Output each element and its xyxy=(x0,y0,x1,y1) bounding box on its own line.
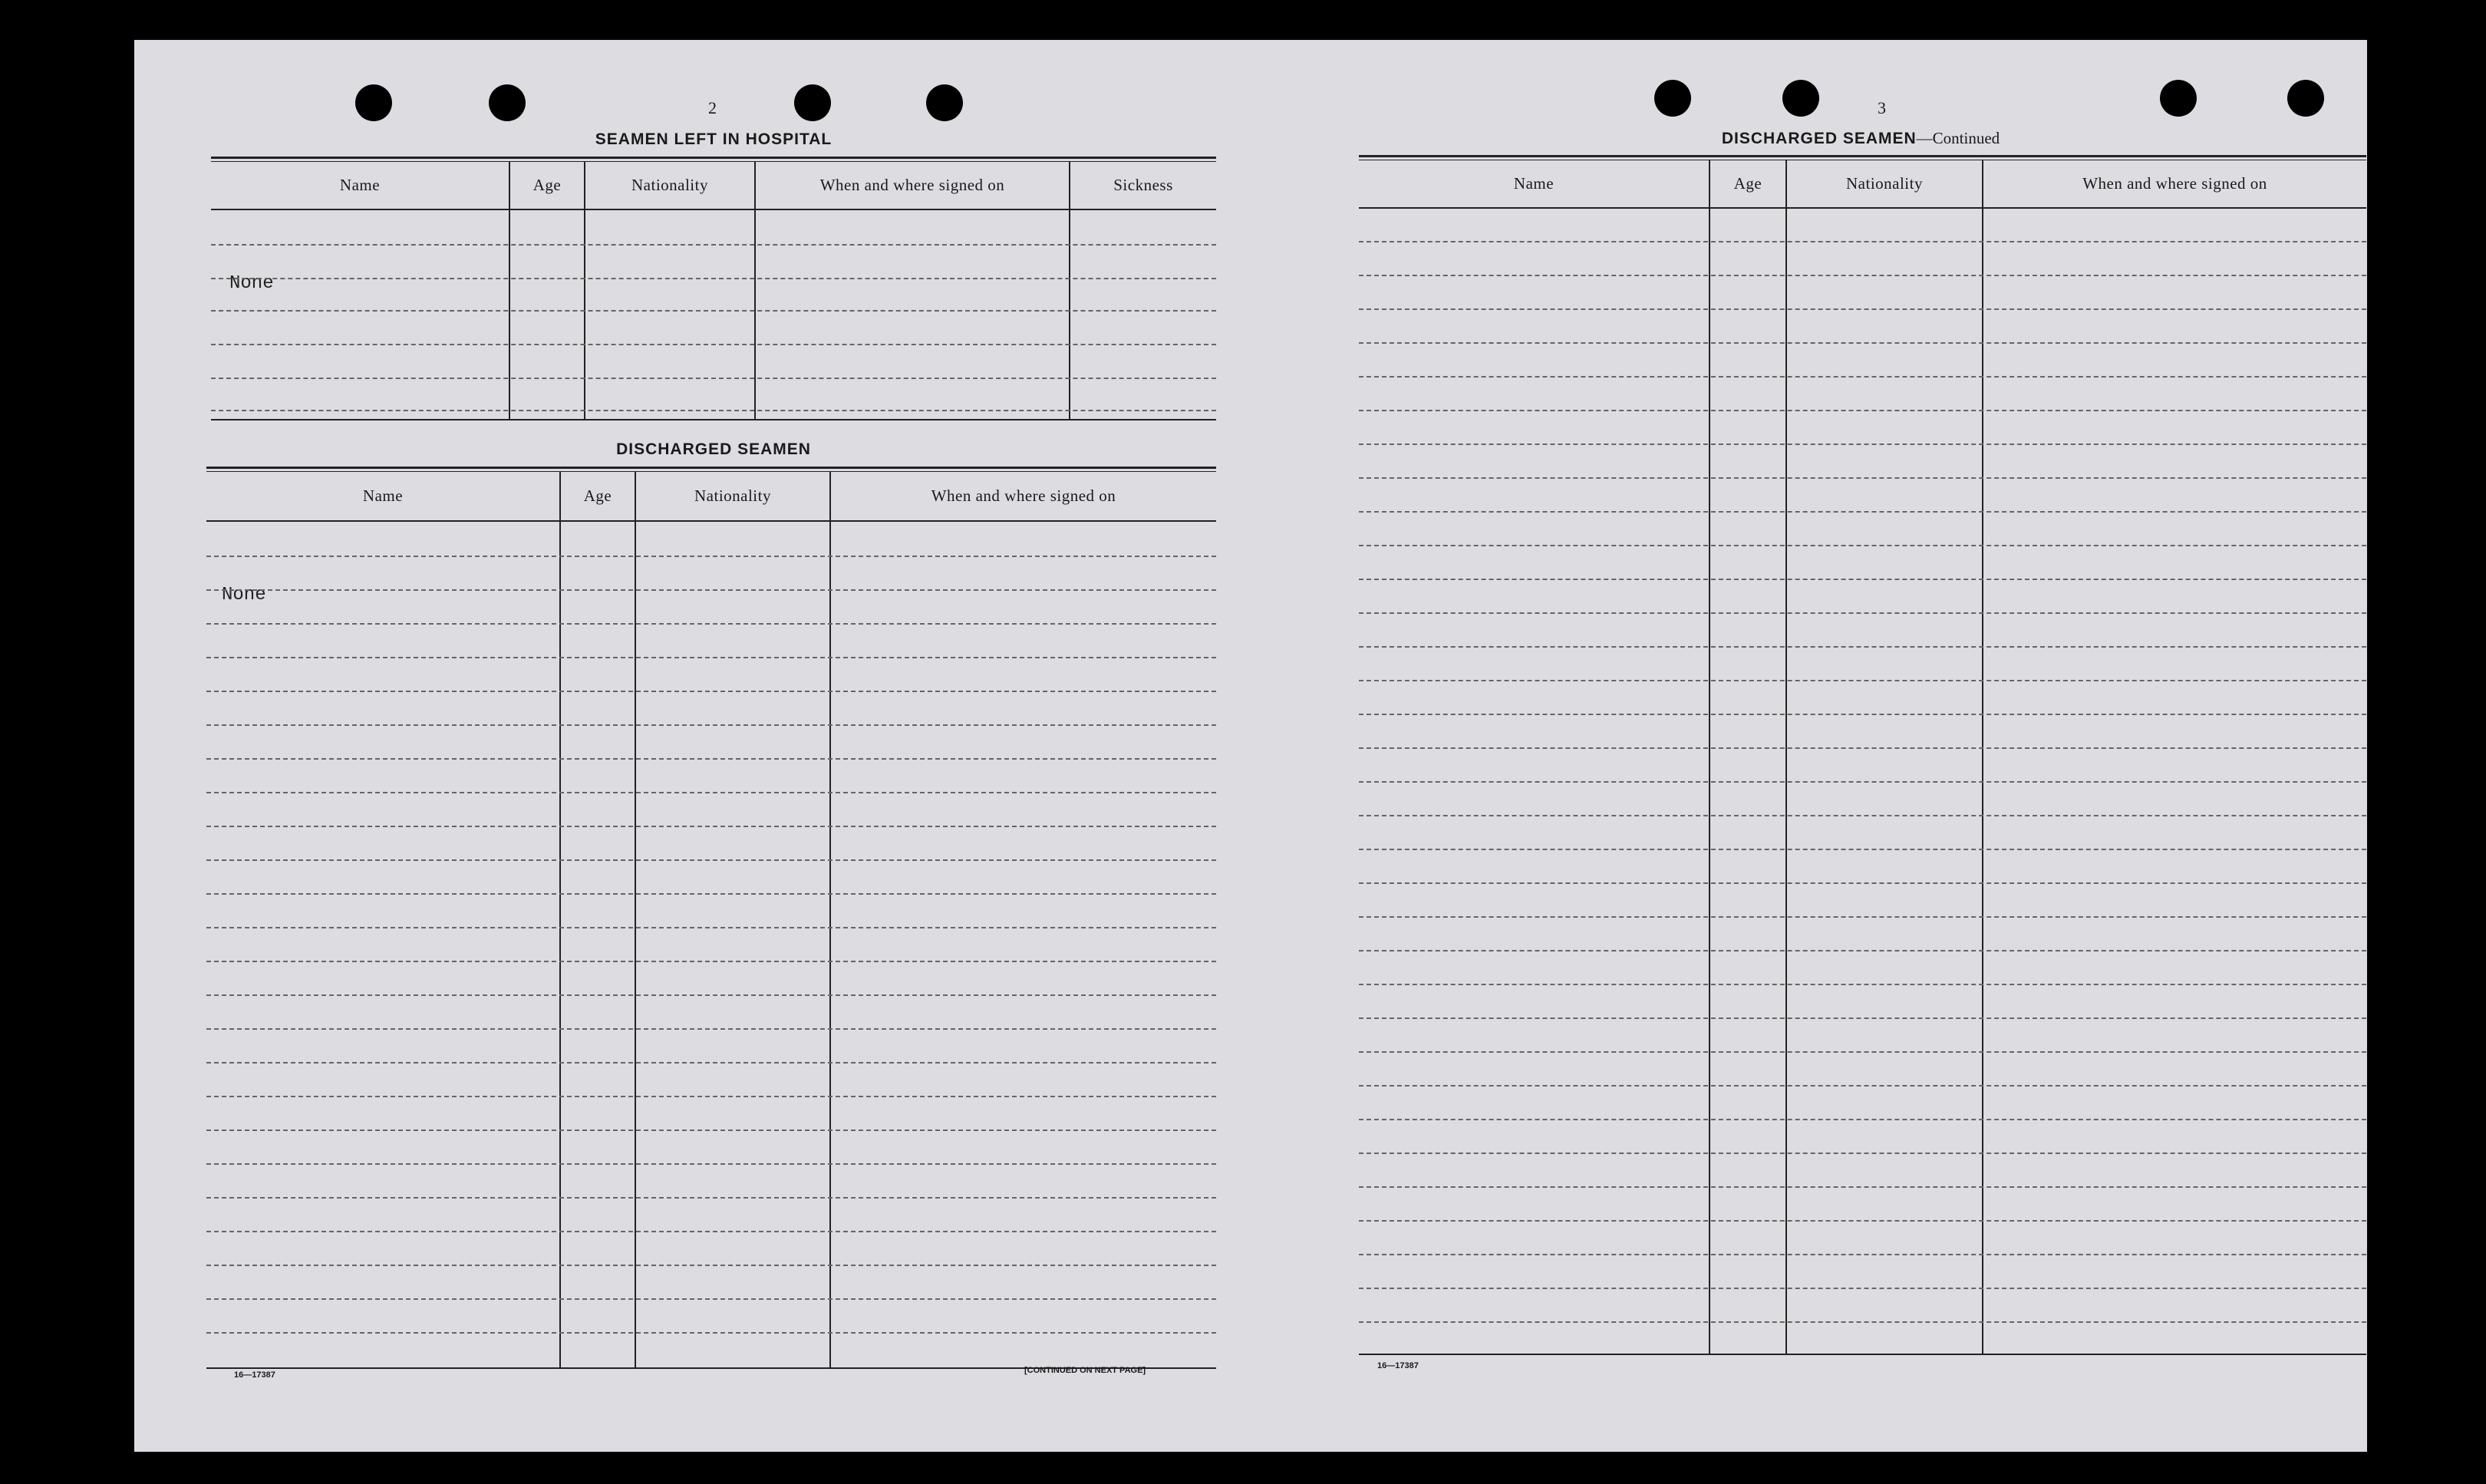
col-head-name: Name xyxy=(1513,173,1555,193)
discharged-continued-title xyxy=(1362,129,2359,148)
col-head-signed-on: When and where signed on xyxy=(931,486,1116,505)
punch-hole xyxy=(2287,80,2324,117)
page-3 xyxy=(1362,40,2359,1452)
punch-hole xyxy=(1782,80,1819,117)
page-number: 2 xyxy=(708,98,717,117)
col-head-nationality: Nationality xyxy=(1846,173,1923,193)
title-continued: —Continued xyxy=(1916,129,2000,147)
discharged-table xyxy=(206,467,1216,1410)
hospital-table-header xyxy=(211,161,1216,210)
discharged-section-title: DISCHARGED SEAMEN xyxy=(616,440,811,458)
punch-hole xyxy=(489,84,526,121)
punch-hole xyxy=(794,84,831,121)
discharged-table-header xyxy=(206,471,1216,522)
continued-note: [CONTINUED ON NEXT PAGE] xyxy=(1024,1366,1146,1375)
col-head-nationality: Nationality xyxy=(631,175,708,194)
col-head-age: Age xyxy=(1733,173,1762,193)
punch-hole xyxy=(926,84,963,121)
col-head-signed-on: When and where signed on xyxy=(2082,173,2267,193)
col-head-sickness: Sickness xyxy=(1113,175,1173,194)
col-head-name: Name xyxy=(339,175,381,194)
page-2 xyxy=(211,40,1216,1452)
punch-hole xyxy=(1654,80,1691,117)
hospital-section-title: SEAMEN LEFT IN HOSPITAL xyxy=(595,130,833,148)
hospital-table xyxy=(211,157,1216,463)
form-code: 16—17387 xyxy=(234,1370,275,1380)
title-main: DISCHARGED SEAMEN xyxy=(1721,130,1917,147)
page-number: 3 xyxy=(1878,98,1886,117)
discharged-entry-none: None xyxy=(222,585,266,605)
col-head-name: Name xyxy=(362,486,404,505)
form-sheet xyxy=(134,40,2367,1452)
punch-hole xyxy=(2160,80,2197,117)
discharged-continued-table xyxy=(1359,155,2366,1390)
col-head-signed-on: When and where signed on xyxy=(819,175,1005,194)
col-head-nationality: Nationality xyxy=(694,486,771,505)
hospital-entry-none: None xyxy=(229,273,274,294)
col-head-age: Age xyxy=(532,175,562,194)
punch-hole xyxy=(355,84,392,121)
col-head-age: Age xyxy=(583,486,612,505)
discharged-continued-header xyxy=(1359,160,2366,209)
form-code: 16—17387 xyxy=(1377,1361,1419,1370)
